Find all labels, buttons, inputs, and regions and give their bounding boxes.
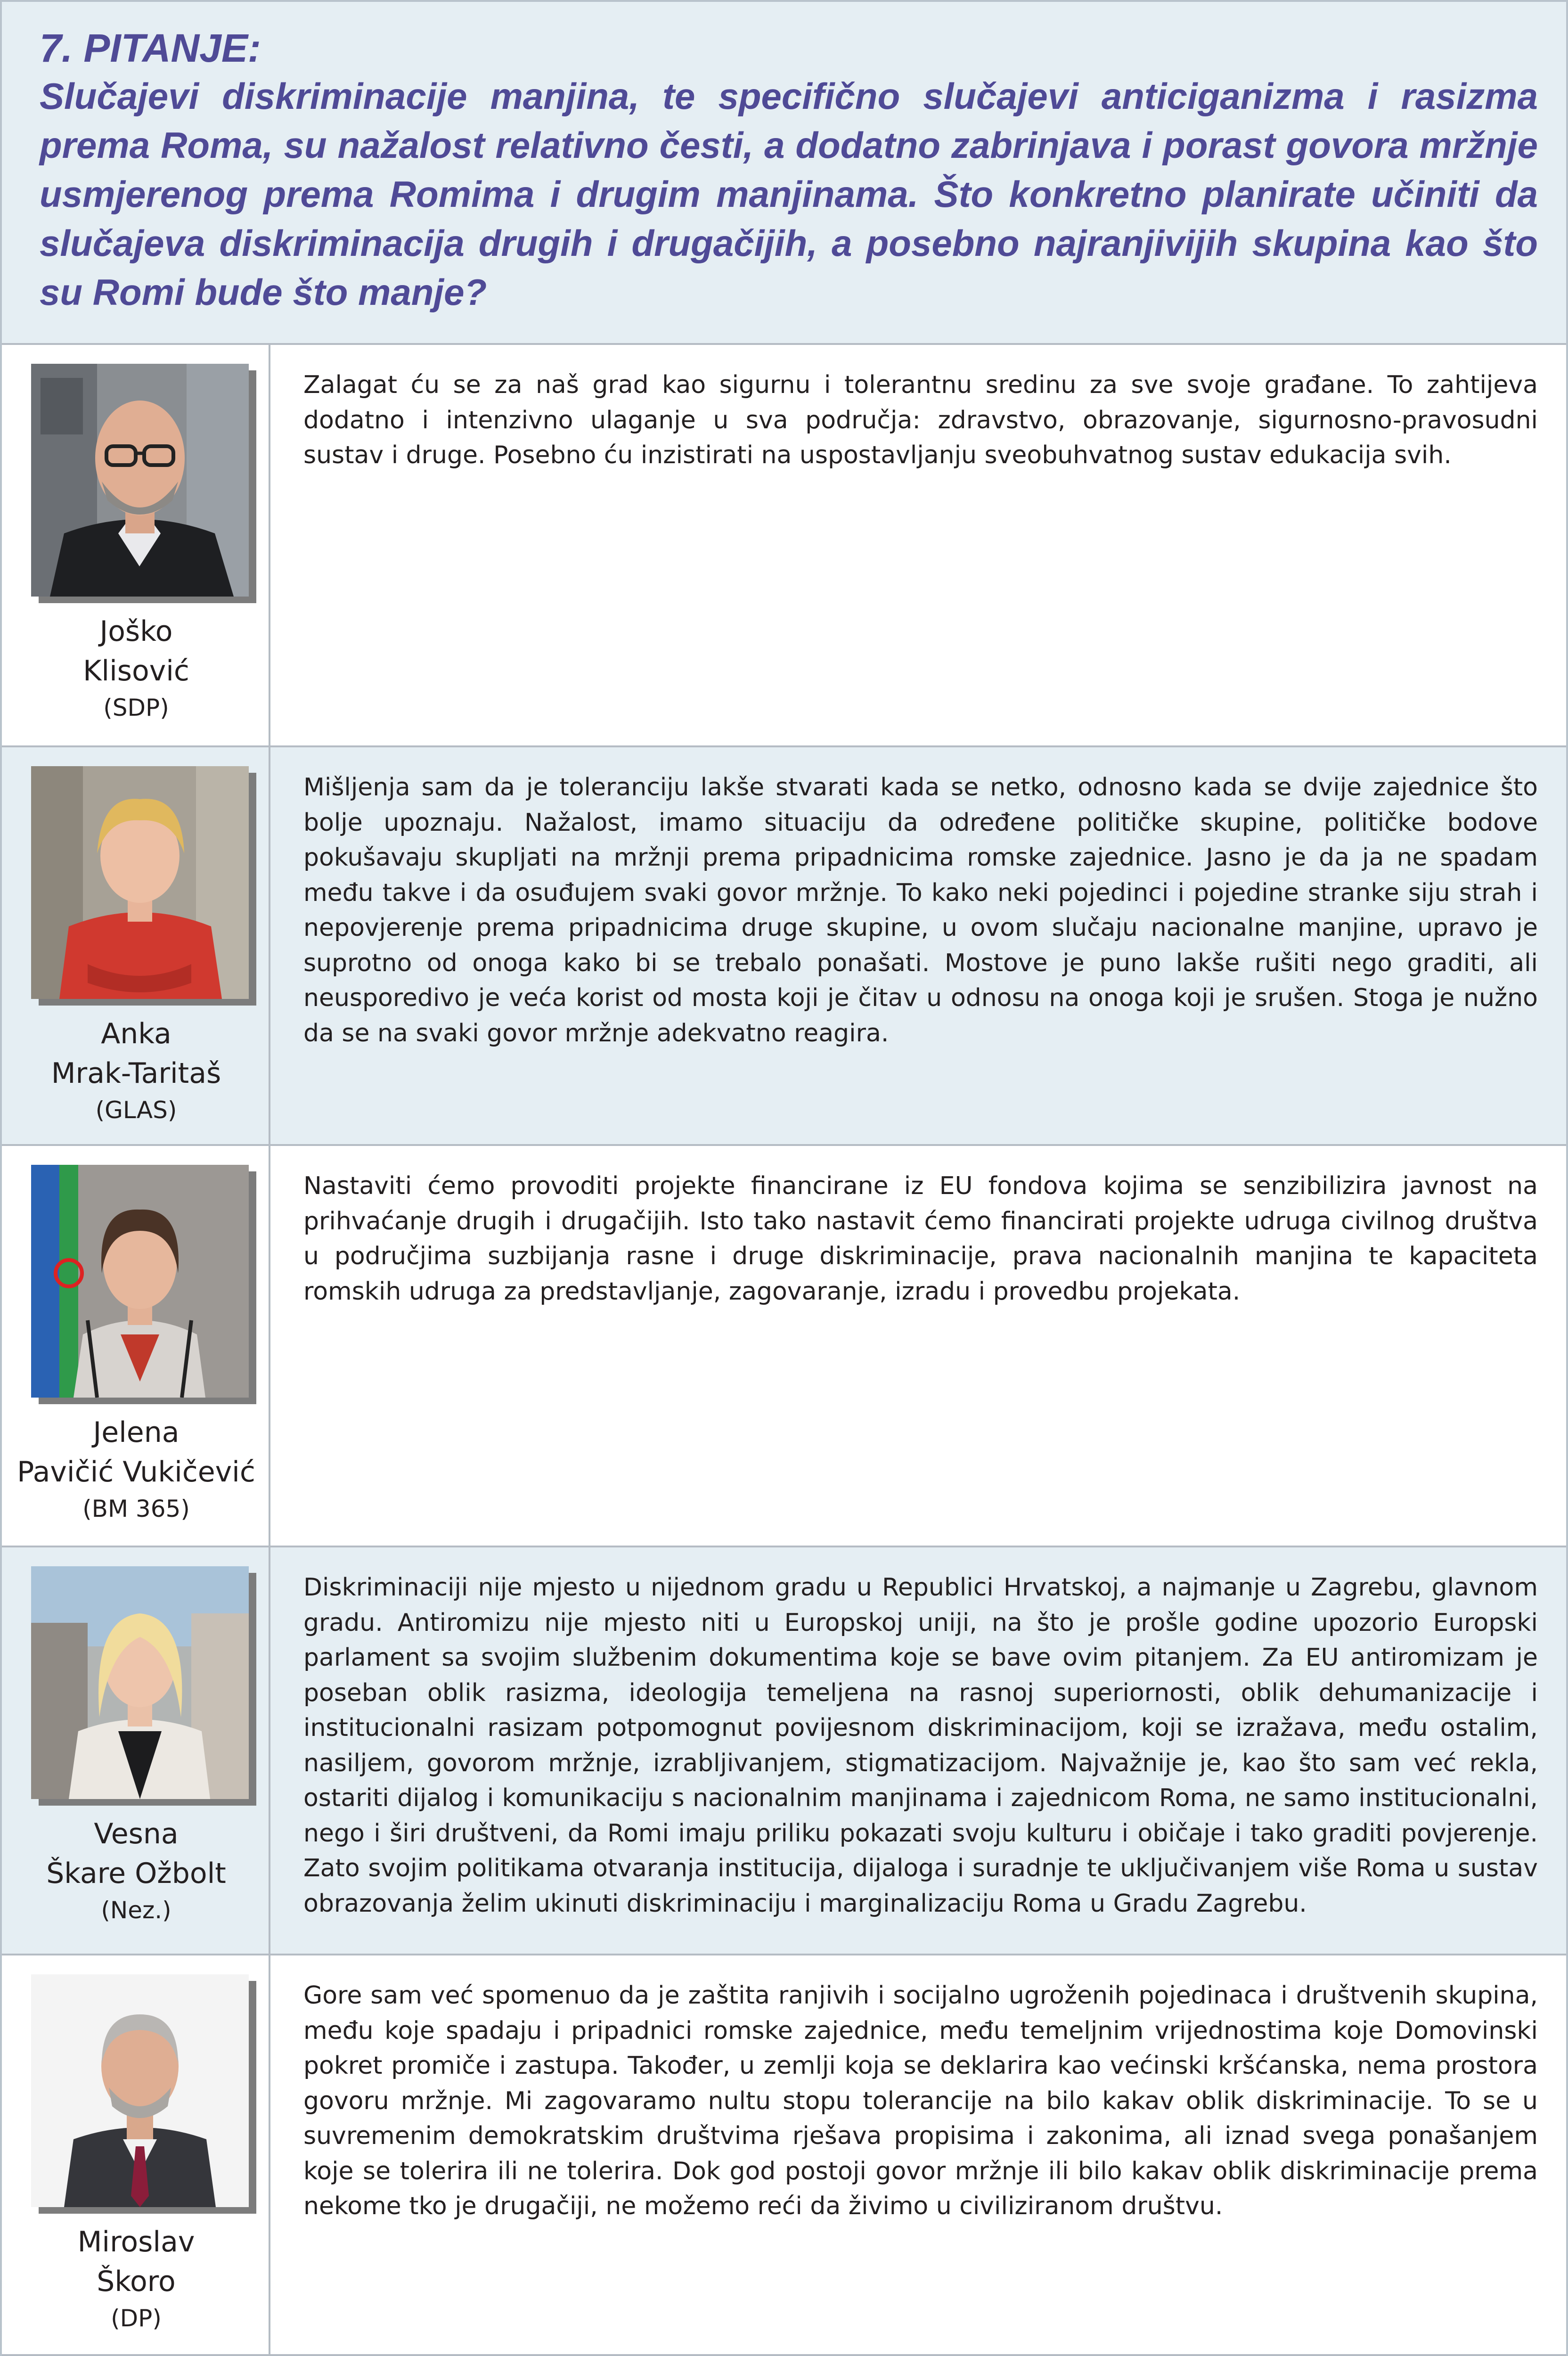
candidate-last-name: Klisović bbox=[83, 654, 189, 687]
candidate-info bbox=[2, 1955, 270, 2354]
candidate-answer: Diskriminaciji nije mjesto u nijednom gradu u Republici Hrvatskoj, a najmanje u Zagrebu, glavnom gradu. Antiromizu nije mjesto niti u Europskoj uniji, na što je prošle godine upozorio Europski parlament sa svojim službenim dokumentima koje se bave ovim pitanjem. Za EU antiromizam je poseban oblik rasizma, ideologija temeljena na rasnoj superiornosti, oblik dehumanizacije i institucionalni rasizam potpomognut povijesnom diskriminacijom, koji se izražava, među ostalim, nasiljem, govorom mržnje, izrabljivanjem, stigmatizacijom. Najvažnije je, kao što sam već rekla, ostariti dijalog i komunikaciju s nacionalnim manjinama i zajednicom Roma, ne samo institucionalni, nego i širi društveni, da Romi imaju priliku pokazati svoju kulturu i običaje i tako graditi povjerenje. Zato svojim politikama otvaranja institucija, dijaloga i suradnje te uključivanjem više Roma u sustav obrazovanja želim ukinuti diskriminaciju i marginalizaciju Roma u Gradu Zagrebu. bbox=[303, 1573, 1538, 1918]
candidate-answer: Gore sam već spomenuo da je zaštita ranjivih i socijalno ugroženih pojedinaca i društvenih skupina, među koje spadaju i pripadnici romske zajednice, među temeljnim vrijednostima koje Domovinski pokret promiče i zastupa. Također, u zemlji koja se deklarira kao većinski kršćanska, nema prostora govoru mržnje. Mi zagovaramo nultu stopu tolerancije na bilo kakav oblik diskriminacije. To se u suvremenim demokratskim društvima rješava propisima i zakonima, ali iznad svega ponašanjem koje se tolerira ili ne tolerira. Dok god postoji govor mržnje ili bilo kakav oblik diskriminacije prema nekome tko je drugačiji, ne možemo reći da živimo u civiliziranom društvu. bbox=[303, 1981, 1538, 2220]
candidate-last-name: Pavičić Vukičević bbox=[17, 1456, 255, 1489]
candidate-answer: Zalagat ću se za naš grad kao sigurnu i tolerantnu sredinu za sve svoje građane. To zahtijeva dodatno i intenzivno ulaganje u sva područja: zdravstvo, obrazovanje, sigurnosno-pravosudni sustav i druge. Posebno ću inzistirati na uspostavljanju sveobuhvatnog sustav edukacija svih. bbox=[303, 371, 1538, 469]
candidate-answer: Mišljenja sam da je toleranciju lakše stvarati kada se netko, odnosno kada se dvije zajednice što bolje upoznaju. Nažalost, imamo situaciju da određene političke skupine, političke bodove pokušavaju skupljati na mržnji prema pripadnicima romske zajednice. Jasno je da ja ne spadam među takve i da osuđujem svaki govor mržnje. To kako neki pojedinci i pojedine stranke siju strah i nepovjerenje prema pripadnicima druge skupine, u ovom slučaju nacionalne manjine, upravo je suprotno od onoga kako bi se trebalo ponašati. Mostove je puno lakše rušiti nego graditi, ali neusporedivo je veća korist od mosta koji je čitav u odnosu na onoga koji je srušen. Stoga je nužno da se na svaki govor mržnje adekvatno reagira. bbox=[303, 773, 1538, 1047]
question-number: 7. PITANJE: bbox=[40, 26, 261, 70]
candidate-first-name: Jelena bbox=[93, 1416, 180, 1449]
question-text: Slučajevi diskriminacije manjina, te specifično slučajevi anticiganizma i rasizma prema Roma, su nažalost relativno česti, a dodatno zabrinjava i porast govora mržnje usmjerenog prema Romima i drugim manjinama. Što konkretno planirate učiniti da slučajeva diskriminacija drugih i drugačijih, a posebno najranjivijih skupina kao što su Romi bude što manje? bbox=[40, 75, 1538, 313]
candidate-row-skare-ozbolt bbox=[2, 1547, 1566, 1955]
candidate-info bbox=[2, 1146, 270, 1546]
candidate-photo-skare-ozbolt bbox=[31, 1566, 249, 1799]
candidate-answer: Nastaviti ćemo provoditi projekte financirane iz EU fondova kojima se senzibilizira javnost na prihvaćanje drugih i drugačijih. Isto tako nastavit ćemo financirati projekte udruga civilnog društva u područjima suzbijanja rasne i druge diskriminacije, prava nacionalnih manjina te kapaciteta romskih udruga za predstavljanje, zagovaranje, izradu i provedbu projekata. bbox=[303, 1172, 1538, 1306]
candidate-last-name: Škare Ožbolt bbox=[46, 1857, 226, 1890]
candidate-party: (DP) bbox=[111, 2305, 162, 2332]
candidate-photo-skoro bbox=[31, 1974, 249, 2207]
candidate-info bbox=[2, 1547, 270, 1954]
candidate-photo-mrak-taritas bbox=[31, 766, 249, 999]
candidate-row-klisovic bbox=[2, 345, 1566, 747]
candidate-row-mrak-taritas bbox=[2, 747, 1566, 1146]
candidate-info bbox=[2, 747, 270, 1144]
candidate-last-name: Mrak-Taritaš bbox=[51, 1057, 221, 1090]
candidate-first-name: Miroslav bbox=[77, 2225, 195, 2258]
candidate-first-name: Vesna bbox=[94, 1817, 179, 1850]
candidate-first-name: Joško bbox=[99, 615, 173, 648]
candidate-photo-klisovic bbox=[31, 364, 249, 597]
question-header bbox=[2, 2, 1566, 345]
candidate-party: (GLAS) bbox=[95, 1096, 177, 1124]
candidate-row-skoro bbox=[2, 1955, 1566, 2356]
candidate-last-name: Škoro bbox=[97, 2265, 176, 2298]
candidate-photo-pavicic-vukicevic bbox=[31, 1165, 249, 1398]
candidate-party: (SDP) bbox=[103, 694, 169, 721]
candidate-party: (Nez.) bbox=[101, 1897, 172, 1924]
candidate-first-name: Anka bbox=[101, 1017, 172, 1050]
candidate-row-pavicic-vukicevic bbox=[2, 1146, 1566, 1547]
candidate-party: (BM 365) bbox=[82, 1495, 190, 1522]
candidate-info bbox=[2, 345, 270, 745]
